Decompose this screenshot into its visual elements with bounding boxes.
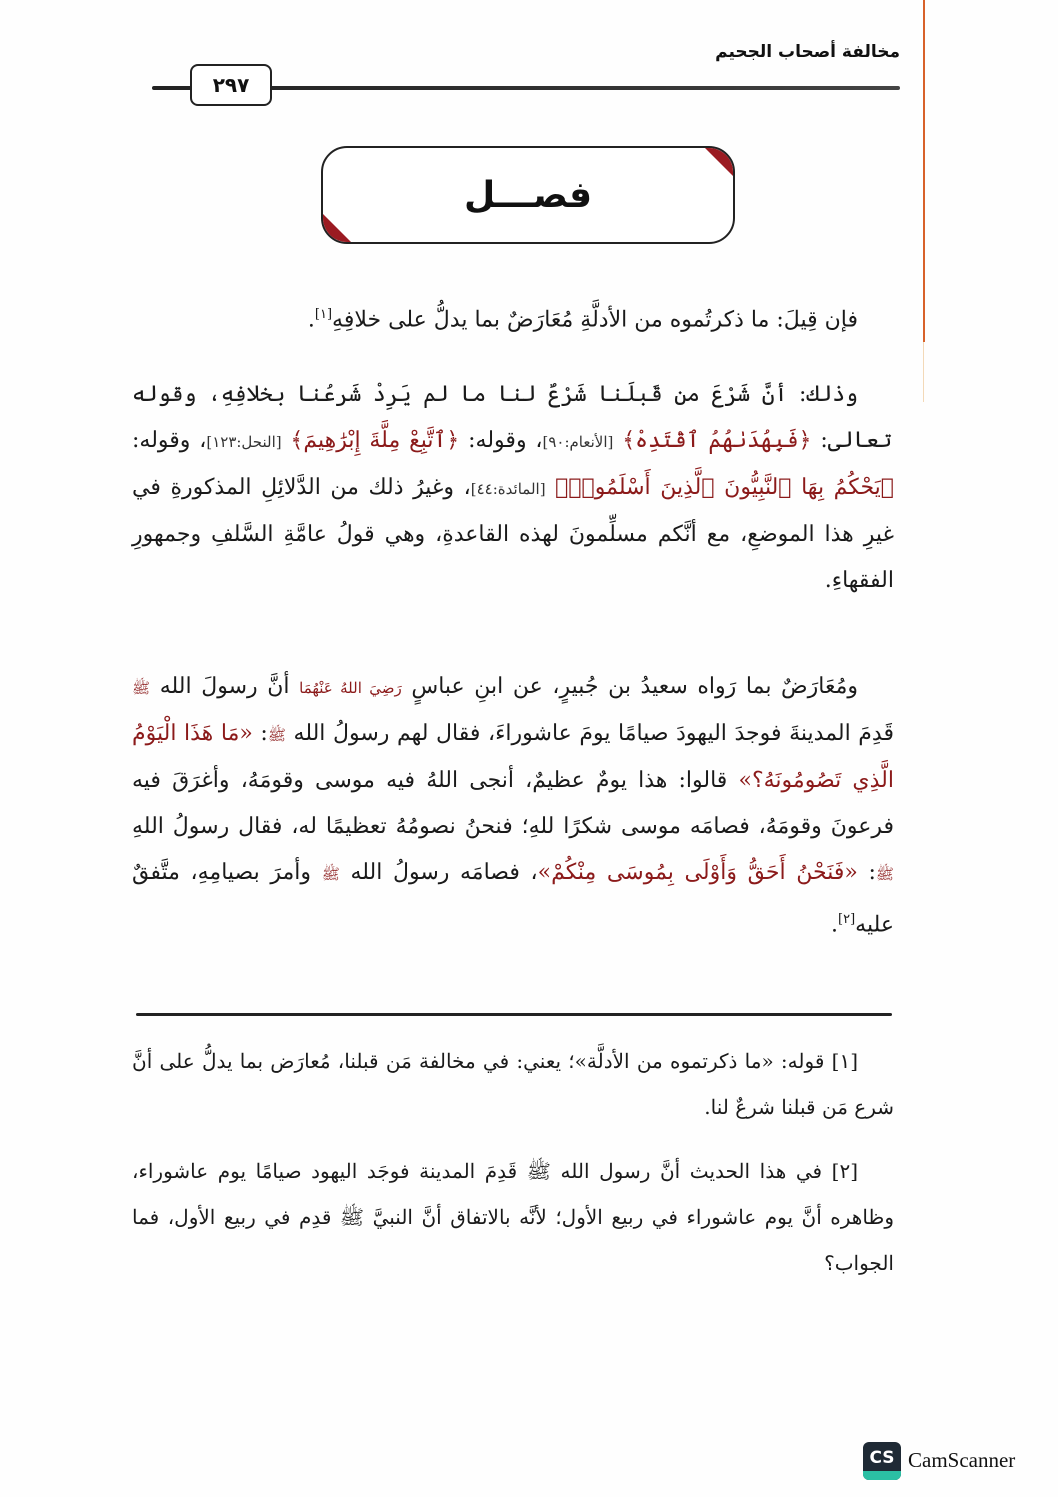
paragraph-hadith (132, 664, 894, 948)
page-edge-line (923, 0, 925, 342)
honorific-salla: ﷺ (875, 865, 894, 883)
footnotes (132, 1038, 894, 1304)
honorific-salla: ﷺ (132, 679, 151, 697)
hadith-quote: «مَا هَذَا الْيَوْمُ الَّذِي تَصُومُونَهُ؟» (132, 721, 894, 793)
paragraph-text: ، وغيرُ ذلك من الدَّلائِلِ المذكورةِ في غيرِ هذا الموضعِ، مع أنَّكم مسلِّمونَ لهذه القاعدةِ، وهي قولُ عامَّةِ السَّلفِ وجمهورِ الفقهاءِ. (132, 475, 894, 593)
paragraph-evidence (132, 372, 894, 604)
verse-reference: [النحل:١٢٣] (206, 433, 282, 451)
camscanner-watermark: CamScanner (908, 1448, 1016, 1472)
paragraph-text: وذلك: أنَّ شَرْعَ من قَبلَنا شَرْعٌ لنا ما لم يَرِدْ شَرعُنا بخلافِهِ، وقوله تعالى: (132, 382, 893, 453)
paragraph-text: فإن قِيلَ: ما ذكرتُموه من الأدلَّةِ مُعَارَضٌ بما يدلُّ على خلافِهِ (332, 307, 858, 333)
page-edge-line-faint (923, 342, 924, 402)
running-title: مخالفة أصحاب الجحيم (715, 42, 900, 62)
punctuation: . (831, 912, 839, 938)
footnote-ref-1[interactable]: [١] (314, 307, 333, 322)
footnote-2: [٢] في هذا الحديث أنَّ رسول الله ﷺ قَدِمَ المدينة فوجَد اليهود صيامًا يوم عاشوراء، وظاهره أنَّ يوم عاشوراء في ربيع الأول؛ لأنَّه بالاتفاق أنَّ النبيَّ ﷺ قدِم في ربيع الأول، فما الجواب؟ (132, 1159, 894, 1275)
honorific-salla: ﷺ (321, 865, 340, 883)
quran-verse: ﴿فَبِهُدَىٰهُمُ ٱقْتَدِهْ﴾ (622, 428, 812, 453)
honorific-radiallah: رَضِيَ اللهُ عَنْهُمَا (299, 679, 402, 697)
honorific-salla: ﷺ (267, 726, 286, 744)
punctuation: . (307, 307, 315, 333)
quran-verse: ﴿يَحْكُمُ بِهَا ٱلنَّبِيُّونَ ٱلَّذِينَ أَسْلَمُوا۟﴾ (555, 475, 894, 500)
paragraph-text: ومُعَارَضٌ بما رَواه سعيدُ بن جُبيرٍ، عن ابنِ عباسٍ (401, 674, 858, 699)
logo-text: CS (869, 1448, 895, 1468)
footnote-1: [١] قوله: «ما ذكرتموه من الأدلَّة»؛ يعني: في مخالفة مَن قبلنا، مُعارَض بما يدلُّ على أنَّ شرع مَن قبلنا شرعٌ لنا. (132, 1049, 894, 1119)
paragraph-text: ، وقوله: (459, 428, 543, 453)
section-title: فصـــل (463, 174, 593, 216)
camscanner-logo-icon (863, 1442, 901, 1480)
paragraph-text: قَدِمَ المدينةَ فوجدَ اليهودَ صيامًا يومَ عاشوراءَ، فقال لهم رسولُ الله (285, 721, 894, 746)
hadith-quote: «فَنَحْنُ أَحَقُّ وَأَوْلَى بِمُوسَى مِنْكُمْ» (537, 860, 858, 885)
verse-reference: [المائدة:٤٤] (470, 480, 546, 498)
punctuation: : (857, 860, 876, 885)
paragraph-objection (132, 292, 894, 343)
section-heading-box (321, 146, 735, 244)
paragraph-text: ، فصامَه رسولُ الله (339, 860, 538, 885)
paragraph-text: أنَّ رسولَ الله (150, 674, 300, 699)
footnote-ref-2[interactable]: [٢] (838, 912, 856, 927)
box-corner-ornament (704, 147, 734, 177)
box-corner-ornament (322, 213, 352, 243)
verse-reference: [الأنعام:٩٠] (542, 433, 614, 451)
paragraph-text: قالوا: هذا يومٌ عظيمٌ، أنجى اللهُ فيه موسى وقومَهُ، وأغرَقَ فيه فرعونَ وقومَهُ، فصامَه موسى شكرًا للهِ؛ فنحنُ نصومُهُ تعظيمًا له، فقال رسولُ اللهِ (132, 768, 894, 839)
punctuation: : (252, 721, 268, 746)
paragraph-text: ، وقوله: (132, 428, 207, 453)
paragraph-text: وأمرَ بصيامِهِ، متَّفقٌ عليه (132, 860, 894, 938)
quran-verse: ﴿ٱتَّبِعْ مِلَّةَ إِبْرَٰهِيمَ﴾ (290, 428, 460, 453)
page-number: ٢٩٧ (190, 64, 272, 106)
footnote-separator (136, 1013, 892, 1016)
